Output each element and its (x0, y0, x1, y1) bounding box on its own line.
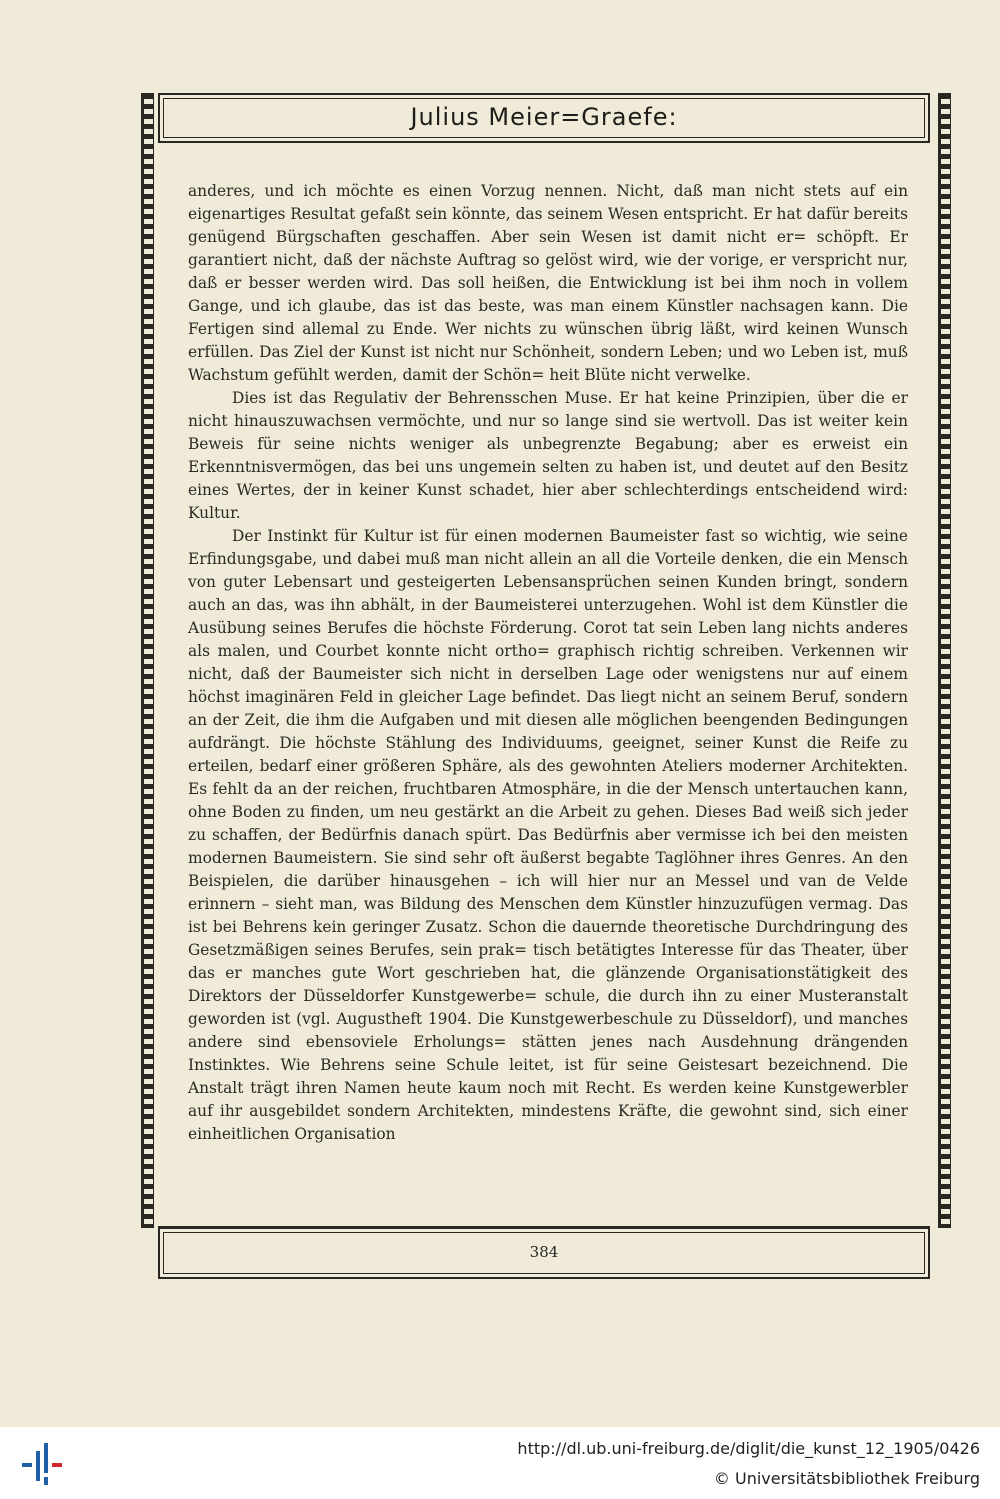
paragraph: Der Instinkt für Kultur ist für einen modernen Baumeister fast so wichtig, wie seine Erfindungsgabe, und dabei muß man nicht allein an all die Vorteile denken, die ein Mensch von guter Lebensart und gesteigerten Lebensansprüchen seinen Kunden bringt, sondern auch an das, was ihn abhält, in der Baumeisterei unterzugehen. Wohl ist dem Künstler die Ausübung seines Berufes die höchste Förderung. Corot tat sein Leben lang nichts anderes als malen, und Courbet konnte nicht ortho= graphisch richtig schreiben. Verkennen wir nicht, daß der Baumeister sich nicht in derselben Lage oder wenigstens nur auf einem höchst imaginären Feld in gleicher Lage befindet. Das liegt nicht an seinem Beruf, sondern an der Zeit, die ihm die Aufgaben und mit diesen alle möglichen beengenden Bedingungen aufdrängt. Die höchste Stählung des Individuums, geeignet, seiner Kunst die Reife zu erteilen, bedarf einer größeren Sphäre, als des gewohnten Ateliers moderner Architekten. Es fehlt da an der reichen, fruchtbaren Atmosphäre, in die der Mensch untertauchen kann, ohne Boden zu finden, um neu gestärkt an die Arbeit zu gehen. Dieses Bad weiß sich jeder zu schaffen, der Bedürfnis danach spürt. Das Bedürfnis aber vermisse ich bei den meisten modernen Baumeistern. Sie sind sehr oft äußerst begabte Taglöhner ihres Genres. An den Beispielen, die darüber hinausgehen – ich will hier nur an Messel und van de Velde erinnern – sieht man, was Bildung des Menschen dem Künstler hinzuzufügen vermag. Das ist bei Behrens kein geringer Zusatz. Schon die dauernde theoretische Durchdringung des Gesetzmäßigen seines Berufes, sein prak= tisch betätigtes Interesse für das Theater, über das er manches gute Wort geschrieben hat, die glänzende Organisationstätigkeit des Direktors der Düsseldorfer Kunstgewerbe= schule, die durch ihn zu einer Musteranstalt geworden ist (vgl. Augustheft 1904. Die Kunstgewerbeschule zu Düsseldorf), und manches andere sind ebensoviele Erholungs= stätten jenes nach Ausdehnung drängenden Instinktes. Wie Behrens seine Schule leitet, ist für seine Geistesart bezeichnend. Die Anstalt trägt ihren Namen heute kaum noch mit Recht. Es werden keine Kunstgewerbler auf ihr ausgebildet sondern Architekten, mindestens Kräfte, die gewohnt sind, sich einer einheitlichen Organisation (188, 527, 908, 1143)
running-header-title: Julius Meier=Graefe: (410, 103, 678, 131)
library-logo-icon[interactable] (22, 1437, 64, 1489)
page-number: 384 (529, 1243, 559, 1261)
copyright-notice: © Universitätsbibliothek Freiburg (713, 1469, 980, 1488)
logo-bar-3 (44, 1477, 48, 1485)
logo-dash-right (52, 1463, 62, 1467)
right-decorative-border (938, 93, 951, 1228)
logo-dash-left (22, 1463, 32, 1467)
running-header-frame (158, 93, 930, 143)
paragraph: anderes, und ich möchte es einen Vorzug nennen. Nicht, daß man nicht stets auf ein eigenartiges Resultat gefaßt sein könnte, das seinem Wesen entspricht. Er hat dafür bereits genügend Bürgschaften geschaffen. Aber sein Wesen ist damit nicht er= schöpft. Er garantiert nicht, daß der nächste Auftrag so gelöst wird, wie der vorige, er verspricht nur, daß er besser werden wird. Das soll heißen, die Entwicklung ist bei ihm noch in vollem Gange, und ich glaube, das ist das beste, was man einem Künstler nachsagen kann. Die Fertigen sind allemal zu Ende. Wer nichts zu wünschen übrig läßt, wird keinen Wunsch erfüllen. Das Ziel der Kunst ist nicht nur Schönheit, sondern Leben; und wo Leben ist, muß Wachstum gefühlt werden, damit der Schön= heit Blüte nicht verwelke. (188, 182, 909, 384)
body-text (188, 180, 908, 1146)
left-decorative-border (141, 93, 154, 1228)
permalink-url[interactable]: http://dl.ub.uni-freiburg.de/diglit/die_kunst_12_1905/0426 (517, 1439, 980, 1458)
library-footer-bar (0, 1427, 1000, 1499)
page-footer-frame (158, 1227, 930, 1279)
logo-bar-2 (44, 1443, 48, 1473)
logo-bar-1 (36, 1451, 40, 1481)
paragraph: Dies ist das Regulativ der Behrensschen Muse. Er hat keine Prinzipien, über die er nicht hinauszuwachsen vermöchte, und nur so lange sind sie wertvoll. Das ist weiter kein Beweis für seine nichts weniger als unbegrenzte Begabung; aber es erweist ein Erkenntnisvermögen, das bei uns ungemein selten zu haben ist, und deutet auf den Besitz eines Wertes, der in keiner Kunst schadet, hier aber schlechterdings entscheidend wird: Kultur. (188, 389, 908, 522)
